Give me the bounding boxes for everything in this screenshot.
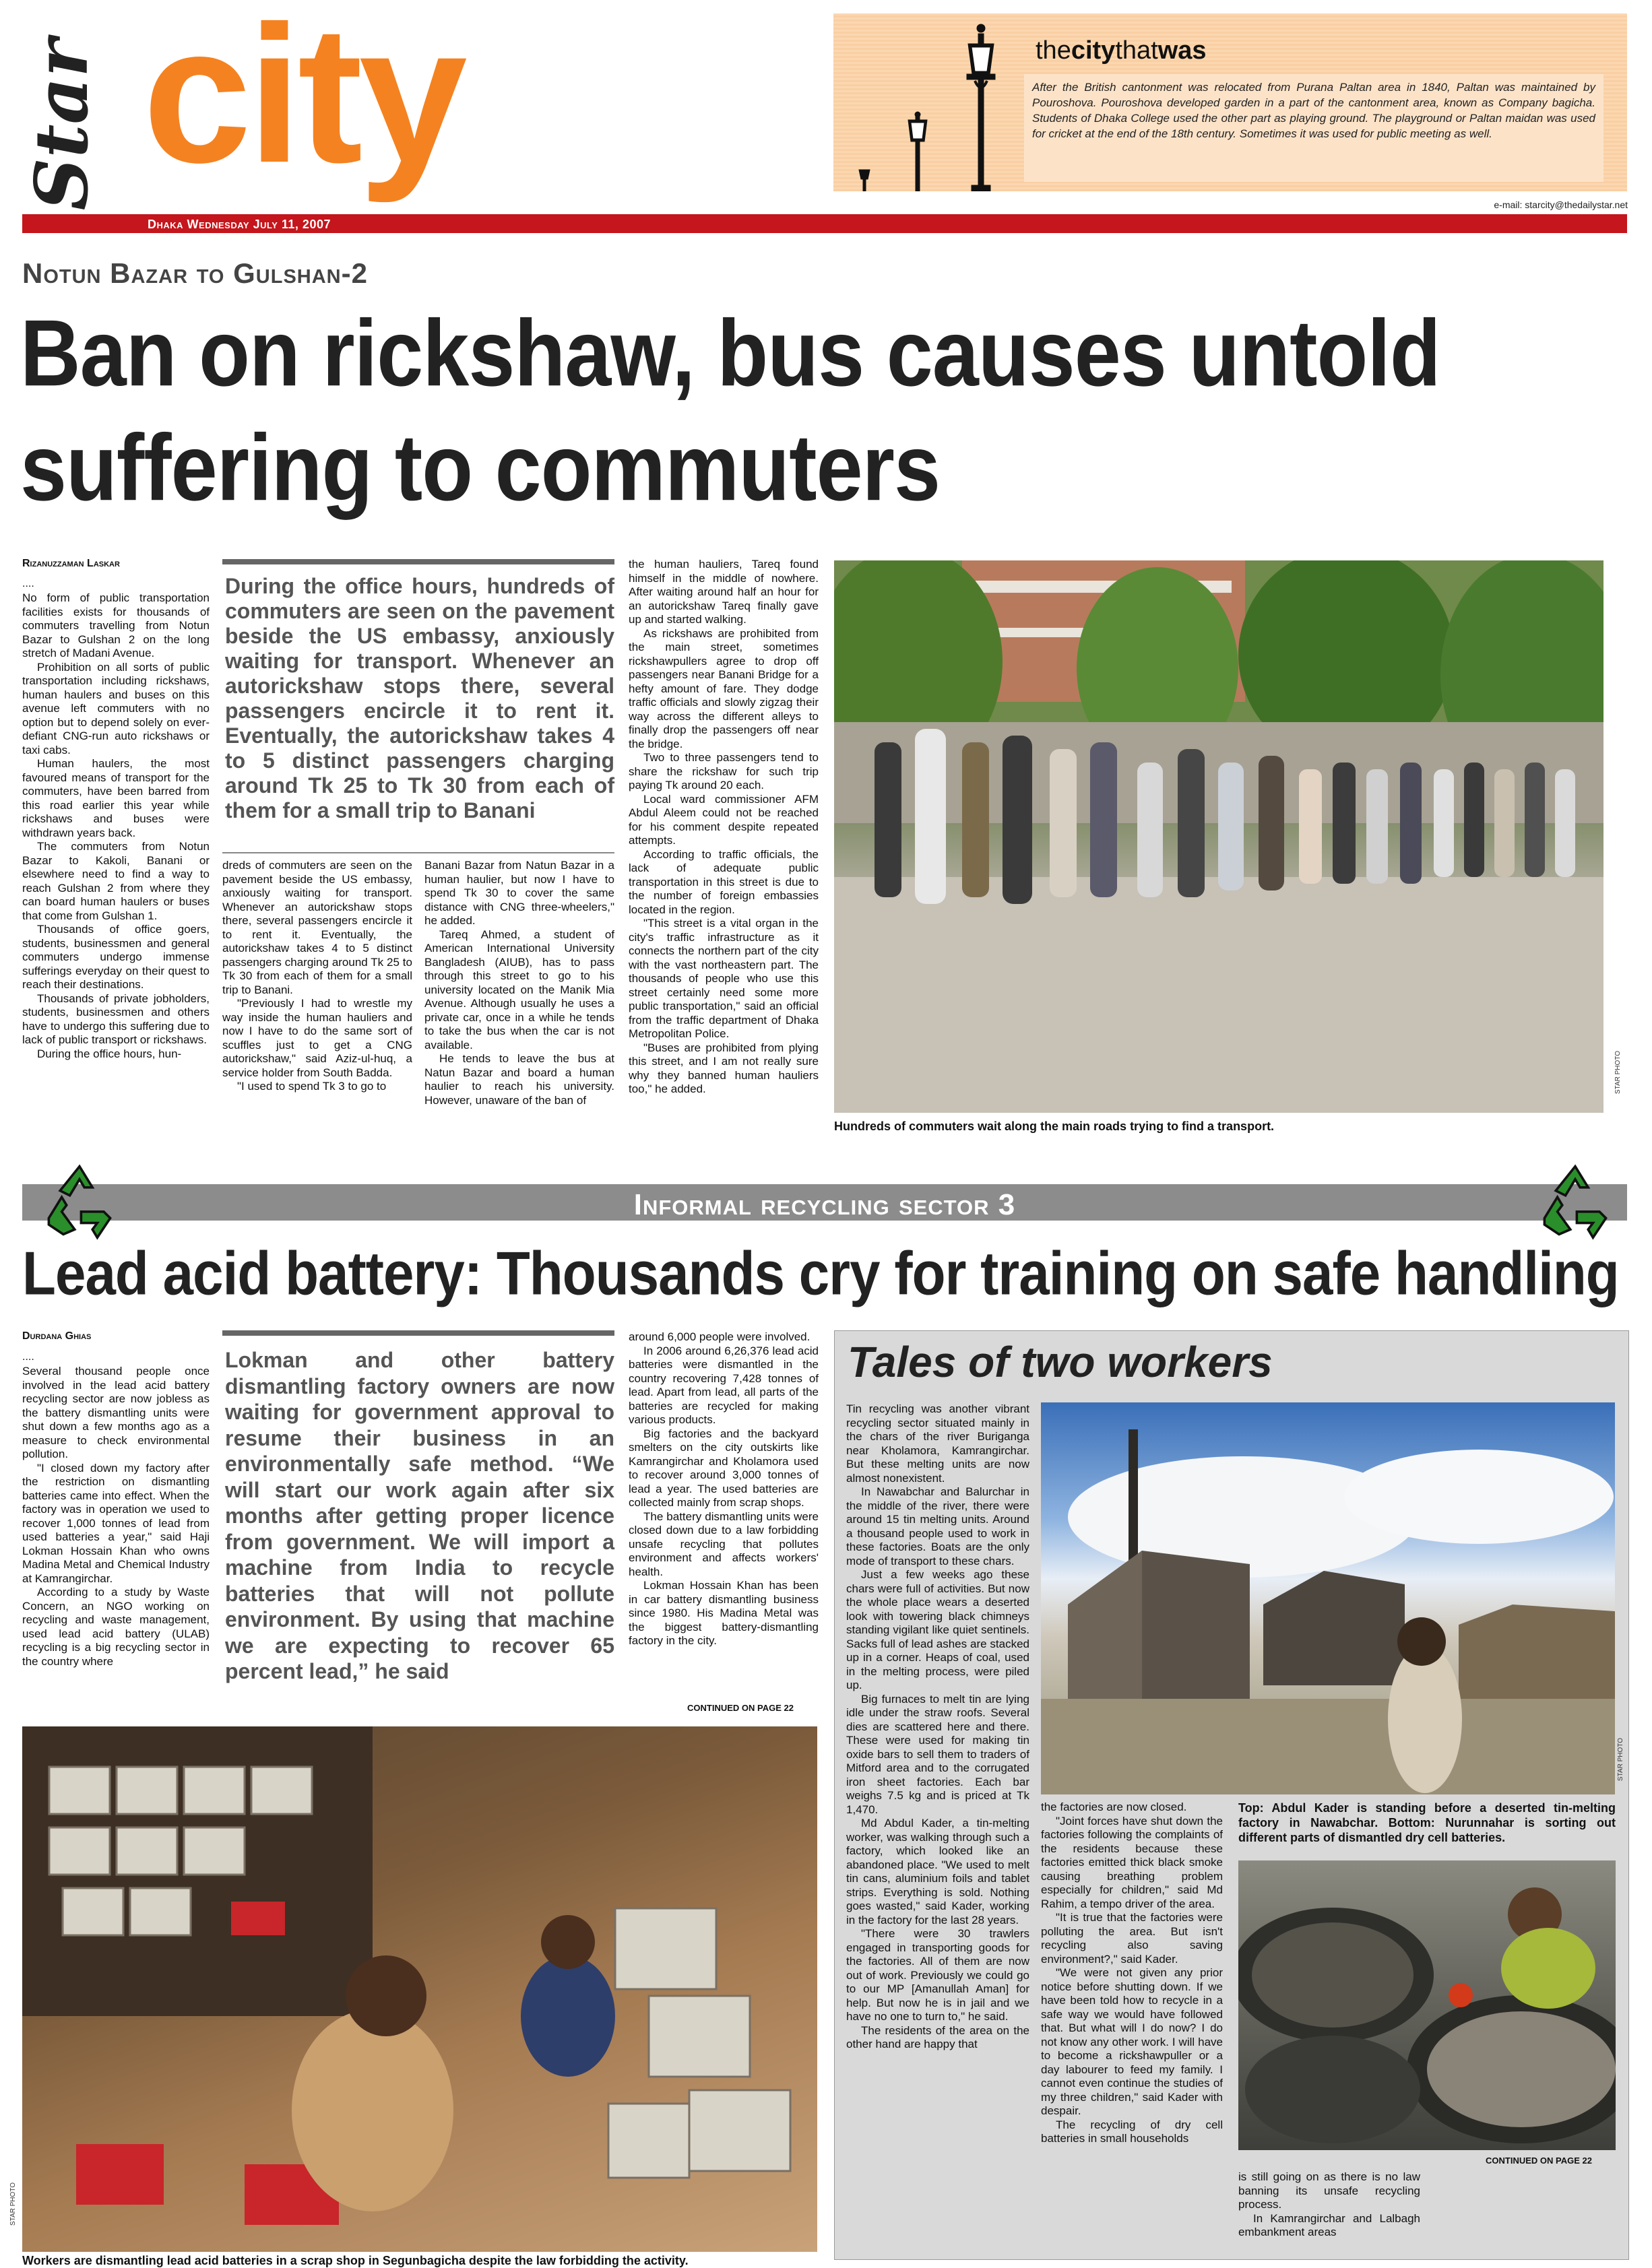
street-lamps-illustration (833, 13, 1056, 191)
commuters-photo (834, 560, 1603, 1113)
story1-kicker: Notun Bazar to Gulshan-2 (22, 257, 368, 289)
story1-col4: the human hauliers, Tareq found himself in the middle of nowhere. After waiting around half an hour for an autorickshaw Tareq finally gave up and started walking. As rickshaws are prohibited from the main street, sometimes rickshawpullers agree to drop off passengers near Banani Bridge for a hefty amount of fare. They dodge traffic officials and slowly zigzag their way across the different alleys to finally drop the passengers off near the bridge. Two to three passengers tend to share the rickshaw for such trip paying Tk around 20 each. Local ward commissioner AFM Abdul Aleem could not be reached for his comment despite repeated attempts. According to traffic officials, the lack of adequate public transportation in this street is due to the number of foreign embassies located in the region. "This street is a vital organ in the city's traffic infrastructure as it connects the northern part of the city with the vast northeastern part. The thousands of people who use this street certainly need some more public transportation," said an official from the traffic department of Dhaka Metropolitan Police. "Buses are prohibited from plying this street, and I am not really sure why they banned human hauliers too," he added. (629, 558, 819, 1095)
sidebar-photo-credit: STAR PHOTO (1617, 1738, 1624, 1782)
story2-pullquote-rule (222, 1330, 614, 1336)
factory-photo (1041, 1402, 1615, 1794)
story1-col3: Banani Bazar from Natun Bazar in a human haulier, but now I have to spend Tk 30 to cover the same distance with CNG three-wheelers," he added. Tareq Ahmed, a student of American International University Bangladesh (AIUB), has to pass through this street to go to his university located on the Manik Mia Avenue. Although usually he uses a private car, once in a while he tends to take the bus when the car is not available. He tends to leave the bus at Natun Bazar and board a human haulier to reach his university. However, unaware of the ban of (424, 859, 614, 1107)
story2-col1: Several thousand people once involved in the lead acid battery recycling sector are now jobless as the battery dismantling units were shut down a few months ago as a measure to check environmental pollution. "I closed down my factory after the restriction on dismantling batteries came into effect. When the factory was in operation we used to recover 1,000 tonnes of lead from used batteries a year," said Haji Lokman Hossain Khan who owns Madina Metal and Chemical Industry at Kamrangirchar. According to a study by Waste Concern, an NGO working on recycling and waste management, used lead acid battery (ULAB) recycling is a big recycling sector in the country where (22, 1365, 210, 1668)
story2-headline: Lead acid battery: Thousands cry for training on safe handling (22, 1239, 1619, 1308)
sidebar-colB: the factories are now closed. "Joint forces have shut down the factories following the complaints of the residents because these factories emitted thick black smoke causing breathing problem especially for children," said Md Rahim, a tempo driver of the area. "It is true that the factories were polluting the area. But isn't recycling also saving environment?," said Kader. "We were not given any prior notice before shutting down. If we have been told how to recycle in a safe way we would have followed that. But what will I do now? I do not know any other work. I will have to become a rickshawpuller or a day labourer to feed my family. I cannot even continue the studies of my three children," said Kader with despair. The recycling of dry cell batteries in small households (1041, 1801, 1223, 2145)
battery-workers-photo (22, 1726, 817, 2252)
story1-headline-1: Ban on rickshaw, bus causes untold (20, 300, 1440, 406)
story2-byline: Durdana Ghias (22, 1330, 92, 1342)
story1-byline: Rizanuzzaman Laskar (22, 558, 120, 569)
recycle-icon-left (39, 1160, 120, 1241)
sidebar-colA: Tin recycling was another vibrant recycling sector situated mainly in the chars of the river Buriganga near Kholamora, Kamrangirchar. But these melting units are now almost nonexistent. In Nawabchar and Balurchar in the middle of the river, there were around 15 tin melting units. Around a thousand people used to work in these factories. Boats are the only mode of transport to these chars. Just a few weeks ago these chars were full of activities. But now the whole place wears a deserted look with towering black chimneys standing vigilant like quiet sentinels. Sacks full of lead ashes are stacked up in a corner. Heaps of coal, used in the melting process, were piled up. Big furnaces to melt tin are lying idle under the straw roofs. Several dies are scattered here and there. These were used for making tin oxide bars to sell them to traders of Mitford area and to the corrugated iron sheet factories. Each bar weighs 7.5 kg and is priced at Tk 1,470. Md Abdul Kader, a tin-melting worker, was walking through such a factory, which looked like an abandoned place. "We used to melt tin cans, aluminium foils and tablet strips. Everything is sold. Nothing goes wasted," said Kader, working in the factory for the last 28 years. "There were 30 trawlers engaged in transporting goods for the factories. All of them are now out of work. Previously we could go to our MP [Amanullah Aman] for help. But now he is in jail and we have no one to turn to," he said. The residents of the area on the other hand are happy that (846, 1402, 1029, 2050)
masthead (0, 0, 1652, 236)
story2-col3: around 6,000 people were involved. In 2006 around 6,26,376 lead acid batteries were dismantled in the country recovering 7,428 tonnes of lead. Apart from lead, all parts of the batteries are recycled for making various products. Big factories and the backyard smelters on the city outskirts like Kamrangirchar and Kholamora used to recover around 3,000 tonnes of lead a year. The used batteries are collected mainly from scrap shops. The battery dismantling units were closed down due to a law forbidding unsafe recycling that pollutes environment and affects workers' health. Lokman Hossain Khan has been in car battery dismantling business since 1980. His Madina Metal was the biggest battery-dismantling factory in the city. (629, 1330, 819, 1647)
story1-headline-2: suffering to commuters (20, 415, 941, 520)
story2-pullquote: Lokman and other battery dismantling factory owners are now waiting for government approval to resume their business in an environmentally safe method. “We will start our work again after six months after getting proper licence from government. We will import a machine from India to recycle batteries that will not pollute environment. By using that machine we are expecting to recover 65 percent lead,” he said (225, 1348, 614, 1683)
sidebar-title: Tales of two workers (848, 1338, 1273, 1386)
section-bar-label: Informal recycling sector 3 (633, 1188, 1016, 1221)
star-logo: Star (20, 38, 104, 211)
story1-col2: dreds of commuters are seen on the pavement beside the US embassy, anxiously waiting for transport. Whenever an autorickshaw stops there, several passengers encircle it to rent it. Eventually, the autorickshaw takes 4 to 5 distinct passengers charging around Tk 25 to Tk 30 from each of them for a small trip to Banani. "Previously I had to wrestle my way inside the human hauliers and now I have to do the same sort of scuffles just to get a CNG autorickshaw," said Aziz-ul-huq, a service holder from South Badda. "I used to spend Tk 3 to go to (222, 859, 412, 1093)
story1-separator (222, 852, 614, 853)
email: e-mail: starcity@thedailystar.net (1494, 199, 1628, 210)
recycle-icon-right (1535, 1160, 1616, 1241)
dry-cell-photo (1238, 1860, 1616, 2150)
story1-photo-credit: STAR PHOTO (1614, 1051, 1622, 1095)
story2-photo-credit: STAR PHOTO (9, 2182, 17, 2226)
dateline: Dhaka Wednesday July 11, 2007 (148, 218, 331, 231)
city-that-was-title: thecitythatwas (1036, 36, 1207, 65)
city-logo: city (143, 0, 464, 203)
date-bar (22, 214, 1627, 233)
story1-byline-dots: .... (22, 578, 34, 589)
story1-col1: No form of public transportation facilities exists for thousands of commuters travelling from Notun Bazar to Gulshan 2 on the long stretch of Madani Avenue. Prohibition on all sorts of public transportation including rickshaws, human haulers and buses on this avenue left commuters with no option but to depend solely on ever-defiant CNG-run auto rickshaws or taxi cabs. Human haulers, the most favoured means of transport for the commuters, have been barred from this road earlier this year while rickshaws and buses were withdrawn years back. The commuters from Notun Bazar to Kakoli, Banani or elsewhere need to find a way to reach Gulshan 2 from where they can board human haulers or buses that come from Gulshan 1. Thousands of office goers, students, businessmen and general commuters undergo immense sufferings everyday on their quest to reach their destinations. Thousands of private jobholders, students, businessmen and others have to undergo this suffering due to lack of public transport or rickshaws. During the office hours, hun- (22, 591, 210, 1060)
city-that-was-panel (833, 13, 1627, 191)
story1-pullquote-rule (222, 559, 614, 564)
city-that-was-text-box (1024, 74, 1603, 182)
sidebar-colC: is still going on as there is no law banning its unsafe recycling process. In Kamrangirchar and Lalbagh embankment areas (1238, 2170, 1420, 2238)
story2-byline-dots: .... (22, 1351, 34, 1363)
story2-photo-caption: Workers are dismantling lead acid batteries in a scrap shop in Segunbagicha despite the law forbidding the activity. (22, 2254, 689, 2267)
story2-continued: CONTINUED ON PAGE 22 (687, 1703, 794, 1713)
section-bar (22, 1184, 1627, 1221)
sidebar-continued: CONTINUED ON PAGE 22 (1486, 2156, 1592, 2166)
sidebar-caption: Top: Abdul Kader is standing before a deserted tin-melting factory in Nawabchar. Bottom: Nurunnahar is sorting out different parts of dismantled dry cell batteries. (1238, 1801, 1616, 1844)
story1-photo-caption: Hundreds of commuters wait along the main roads trying to find a transport. (834, 1120, 1275, 1133)
city-that-was-text: After the British cantonment was relocated from Purana Paltan area in 1840, Paltan was maintained by Pouroshova. Pouroshova developed garden in a part of the cantonment area, known as Company bagicha. Students of Dhaka College used the other part as playing ground. The playground or Paltan maidan was used for cricket at the end of the 18th century. Sometimes it was used for public meeting as well. (1032, 81, 1595, 140)
story1-pullquote: During the office hours, hundreds of commuters are seen on the pavement beside the US embassy, anxiously waiting for transport. Whenever an autorickshaw stops there, several passengers encircle it to rent it. Eventually, the autorickshaw takes 4 to 5 distinct passengers charging around Tk 25 to Tk 30 from each of them for a small trip to Banani (225, 574, 614, 822)
